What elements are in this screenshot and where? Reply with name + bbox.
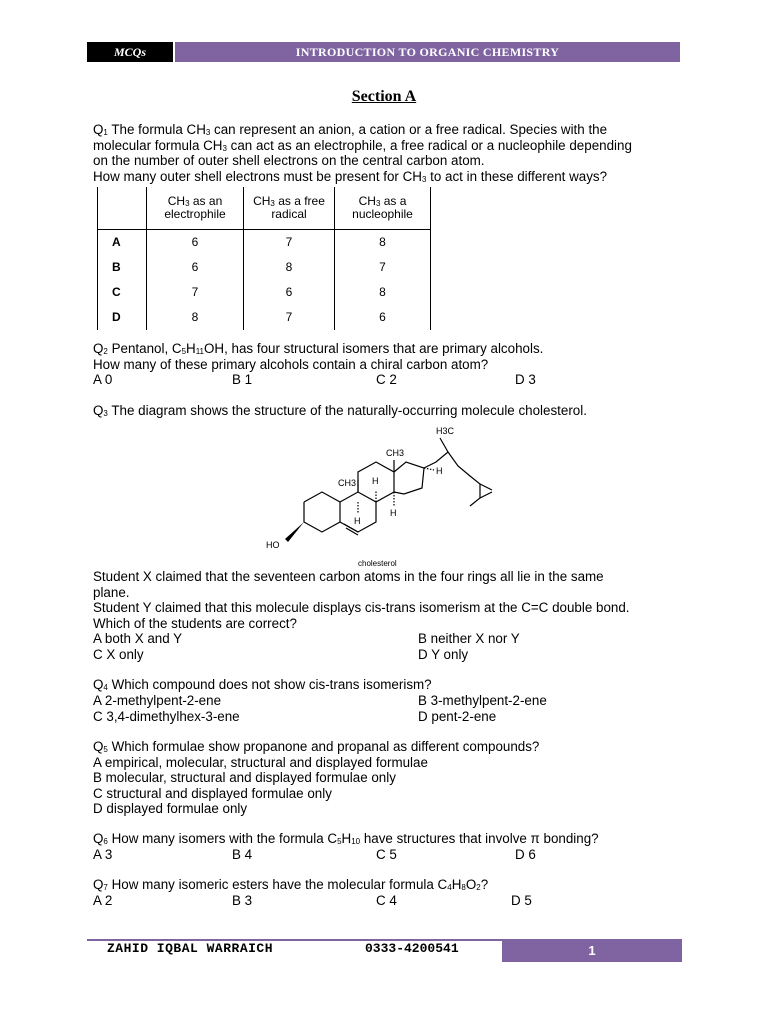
q5-option-d: D displayed formulae only	[93, 801, 248, 816]
q3-option-d: D Y only	[418, 647, 469, 662]
header-title: INTRODUCTION TO ORGANIC CHEMISTRY	[175, 42, 680, 62]
q3-intro: $Q_3$ The diagram shows the structure of the naturally-occurring molecule cholesterol.	[93, 403, 587, 418]
label-h-c: H	[390, 508, 397, 518]
q2-text	[93, 341, 683, 372]
footer-phone: 0333-4200541	[365, 941, 459, 956]
row-label: A	[98, 230, 147, 256]
table-row	[98, 305, 431, 330]
q3-line: Student Y claimed that this molecule displays cis-trans isomerism at the C=C double bond.	[93, 600, 630, 615]
q3-line: Student X claimed that the seventeen carbon atoms in the four rings all lie in the same	[93, 569, 604, 584]
q5-line: $Q_5$ Which formulae show propanone and propanal as different compounds?	[93, 739, 540, 754]
table-row	[98, 280, 431, 305]
q4-option-a: A 2-methylpent-2-ene	[93, 693, 222, 708]
table-cell: 7	[244, 305, 335, 330]
diagram-caption: cholesterol	[358, 559, 397, 568]
section-title: Section A	[351, 88, 417, 105]
table-header-cell: $CH_3$ as an electrophile	[147, 187, 244, 230]
q2-line: How many of these primary alcohols contain a chiral carbon atom?	[93, 356, 489, 372]
q1-line: on the number of outer shell electrons on the central carbon atom.	[93, 153, 485, 168]
q5-option-b: B molecular, structural and displayed formulae only	[93, 770, 396, 785]
page-number: 1	[502, 939, 682, 962]
q1-line: $Q_1$ The formula $CH_3$ can represent an anion, a cation or a free radical. Species with the	[93, 122, 608, 137]
ring-a	[304, 492, 340, 532]
side-chain	[424, 452, 480, 506]
q5-option-a: A empirical, molecular, structural and displayed formulae	[93, 754, 428, 770]
table-cell: 6	[244, 280, 335, 305]
header-tag: MCQs	[87, 42, 173, 62]
label-ho: HO	[266, 540, 280, 550]
table-row	[98, 230, 431, 256]
q2-option-c: C 2	[376, 372, 397, 387]
table-cell: 8	[147, 305, 244, 330]
q4-text: $Q_4$ Which compound does not show cis-trans isomerism?	[93, 677, 432, 692]
row-label: D	[98, 305, 147, 330]
q1-line: How many outer shell electrons must be present for $CH_3$ to act in these different ways?	[93, 168, 608, 184]
table-cell: 7	[244, 230, 335, 256]
q2-option-b: B 1	[232, 372, 253, 387]
q1-line: molecular formula $CH_3$ can act as an electrophile, a free radical or a nucleophile depending	[93, 137, 632, 153]
q7-text: $Q_7$ How many isomeric esters have the molecular formula $C_4H_8O_2$?	[93, 877, 489, 892]
q6-text: $Q_6$ How many isomers with the formula $C_5H_{10}$ have structures that involve π bonding?	[93, 831, 599, 846]
q4-option-b: B 3-methylpent-2-ene	[418, 693, 547, 708]
q7-option-b: B 3	[232, 893, 253, 908]
label-h-a: H	[372, 476, 379, 486]
table-cell: 6	[147, 230, 244, 256]
table-cell: 6	[147, 255, 244, 280]
table-row	[98, 255, 431, 280]
row-label: C	[98, 280, 147, 305]
ring-d	[394, 462, 424, 494]
q2-option-a: A 0	[93, 372, 113, 387]
label-ch3-b: CH3	[338, 478, 357, 488]
cholesterol-structure-diagram	[258, 418, 518, 570]
q3-line: plane.	[93, 584, 130, 600]
q4-option-c: C 3,4-dimethylhex-3-ene	[93, 709, 240, 724]
table-header-cell: $CH_3$ as a nucleophile	[335, 187, 431, 230]
q1-text	[93, 122, 683, 184]
q3-option-c: C X only	[93, 647, 144, 662]
table-cell: 8	[335, 230, 431, 256]
q5-text	[93, 739, 683, 817]
table-header-cell: $CH_3$ as a free radical	[244, 187, 335, 230]
q6-option-b: B 4	[232, 847, 253, 862]
ho-wedge	[285, 522, 304, 542]
table-header-row	[98, 187, 431, 230]
table-cell: 8	[244, 255, 335, 280]
q3-option-b: B neither X nor Y	[418, 631, 520, 646]
row-label: B	[98, 255, 147, 280]
q2-line: $Q_2$ Pentanol, $C_5H_{11}OH$, has four structural isomers that are primary alcohols.	[93, 341, 544, 356]
q2-option-d: D 3	[515, 372, 536, 387]
q7-option-a: A 2	[93, 893, 113, 908]
q4-option-d: D pent-2-ene	[418, 709, 497, 724]
label-h-b: H	[354, 516, 361, 526]
table-cell: 7	[335, 255, 431, 280]
q5-option-c: C structural and displayed formulae only	[93, 785, 332, 801]
table-cell: 6	[335, 305, 431, 330]
q3-line: Which of the students are correct?	[93, 615, 297, 631]
q1-table	[97, 187, 431, 330]
label-ch3-a: CH3	[386, 448, 405, 458]
q3-text	[93, 569, 683, 631]
table-cell: 7	[147, 280, 244, 305]
q6-option-c: C 5	[376, 847, 397, 862]
footer-author: ZAHID IQBAL WARRAICH	[107, 941, 274, 956]
q6-option-d: D 6	[515, 847, 536, 862]
q7-option-d: D 5	[511, 893, 532, 908]
q3-option-a: A both X and Y	[93, 631, 183, 646]
label-h3c: H3C	[436, 426, 455, 436]
table-cell: 8	[335, 280, 431, 305]
q7-option-c: C 4	[376, 893, 397, 908]
q6-option-a: A 3	[93, 847, 113, 862]
label-h-d: H	[436, 466, 443, 476]
